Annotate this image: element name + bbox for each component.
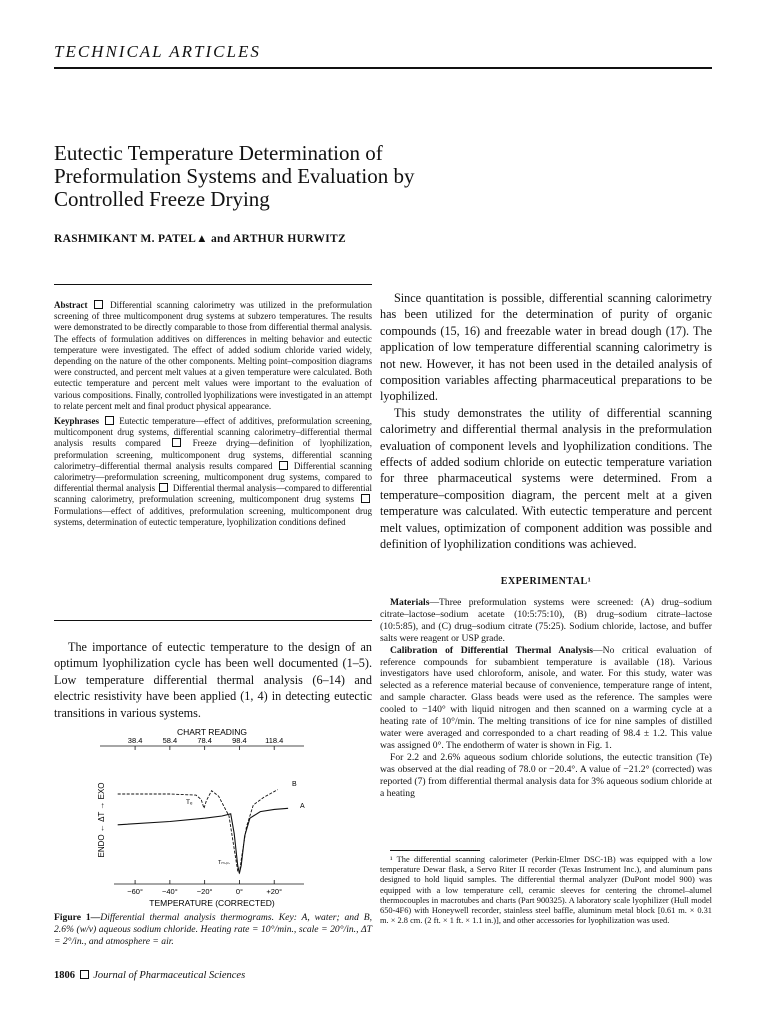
- figure-label: Figure 1—: [54, 912, 101, 923]
- footnote: ¹ The differential scanning calorimeter (Perkin-Elmer DSC-1B) was equipped with a low temperature Dewar flask, a Servo Riter II recorder (Texas Instrument Inc.), and aluminum pans designed to hold liquid samples. The differential thermal analyzer (DuPont model 900) was equipped with a low temperature cell, ceramic sleeves for centering the chromel–alumel thermocouples in macrotubes and charts (Part 900325). A laboratory scale lyophilizer (Hull model 650-4F6) with Honeywell recorder, stainless steel baffle, aluminum metal block [0.61 m. × 0.31 m. × 2.8 cm. (2 ft. × 1 ft. × 1.1 in.)], and other accessories for lyophilization was used.: [380, 855, 712, 926]
- experimental-heading: EXPERIMENTAL¹: [500, 576, 592, 587]
- keyphrase: Freeze drying—definition of lyophilization, preformulation screening, multicomponent drug systems, differential scanning calorimetry–differential thermal analysis results compared: [54, 438, 373, 471]
- box-icon: [94, 300, 103, 309]
- article-title: Eutectic Temperature Determination of Preformulation Systems and Evaluation by Controlled Freeze Drying: [54, 141, 415, 211]
- paragraph: This study demonstrates the utility of differential scanning calorimetry and differential thermal analysis in the preformulation evaluation of component levels and lyophilization conditions. The effects of added sodium chloride on eutectic temperature variation for three pharmaceutical systems were determined. From a temperature–composition diagram, the percent melt at a given temperature was calculated. With eutectic temperature and percent melt values, optimization of component addition was possible and definition of lyophilization conditions was achieved.: [380, 405, 712, 552]
- box-icon: [172, 438, 181, 447]
- footnote-rule: [390, 850, 480, 851]
- keyphrase: Formulations—effect of additives, preformulation screening, multicomponent drug systems, determination of eutectic temperature, lyophilization conditions defined: [54, 505, 372, 527]
- top-tick-label: 58.4: [162, 736, 178, 745]
- abstract-label: Abstract: [54, 300, 88, 310]
- calibration-lead: Calibration of Differential Thermal Analysis: [390, 644, 594, 656]
- materials-lead: Materials: [390, 597, 430, 608]
- intro-paragraph: The importance of eutectic temperature to the design of an optimum lyophilization cycle has been well documented (1–5). Low temperature differential thermal analysis (6–14) and electric resistivity have been applied (1, 4) in detecting eutectic transitions in various systems.: [54, 640, 372, 720]
- bottom-tick-label: −60°: [127, 887, 143, 896]
- series-a-line: [118, 808, 288, 873]
- top-tick-label: 118.4: [265, 736, 284, 745]
- keyphrase: Differential thermal analysis—compared to differential scanning calorimetry, preformulation screening, multicomponent drug systems: [54, 483, 372, 505]
- header-rule: [54, 67, 712, 69]
- bottom-tick-label: +20°: [266, 887, 283, 896]
- box-icon: [80, 970, 89, 979]
- bottom-tick-label: −20°: [196, 887, 213, 896]
- article-authors: RASHMIKANT M. PATEL▲ and ARTHUR HURWITZ: [54, 233, 346, 245]
- y-axis-label: ENDO ← ΔT → EXO: [97, 782, 106, 858]
- section-heading: TECHNICAL ARTICLES: [54, 42, 261, 61]
- calibration-text: —No critical evaluation of reference compounds for subambient temperature is available (18). Various investigators have used chloroform, anisole, and water. For this study, water was selected as a reference material because of convenience, temperature range of intent, and sample character. Glass beads were used as the reference. The samples were cooled to −140° with liquid nitrogen and then scanned on a warming cycle at a heating rate of 10°/min. The melting transitions of ice for nine samples of distilled water were averaged and corresponded to a chart reading of 98.4 ± 1.2. This value was assigned 0°. The endotherm of water is shown in Fig. 1.: [380, 644, 712, 751]
- x-axis-label: TEMPERATURE (CORRECTED): [149, 898, 275, 908]
- keyphrases-label: Keyphrases: [54, 416, 99, 427]
- box-icon: [361, 494, 370, 503]
- abstract-block: [54, 300, 372, 532]
- paragraph: Since quantitation is possible, differential scanning calorimetry has been utilized for the determination of purity of organic compounds (15, 16) and freezable water in bread dough (17). The application of low temperature differential scanning calorimetry is not new. However, it has not been used in the detailed analysis of composition variables affecting pharmaceutical preparations to be lyophilized.: [380, 291, 712, 404]
- page-footer: [54, 970, 245, 981]
- series-label-b: B: [292, 781, 297, 788]
- box-icon: [159, 483, 168, 492]
- experimental-text: [380, 597, 712, 799]
- figure-caption-text: Differential thermal analysis thermograms. Key: A, water; and B, 2.6% (w/v) aqueous sodium chloride. Heating rate = 10°/min., scale = 20°/in., ΔT = 2°/in., and atmosphere = air.: [54, 912, 372, 947]
- bottom-tick-label: −40°: [162, 887, 178, 896]
- box-icon: [279, 461, 288, 470]
- materials-text: —Three preformulation systems were screened: (A) drug–sodium citrate–lactose–sodium acetate (10:5:75:10), (B) drug–sodium citrate–lactose (10:5:85), and (C) drug–sodium citrate (75:25). Sodium chloride, lactose, and buffer salts were reagent or USP grade.: [380, 597, 712, 644]
- abstract-top-rule: [54, 284, 372, 285]
- abstract-bottom-rule: [54, 620, 372, 621]
- right-column-intro: [380, 290, 712, 553]
- figure-1-chart: [54, 724, 372, 908]
- journal-name: Journal of Pharmaceutical Sciences: [93, 970, 246, 981]
- bottom-tick-label: 0°: [235, 887, 244, 896]
- abstract-text: Differential scanning calorimetry was utilized in the preformulation screening of three multicomponent drug systems at subzero temperatures. The results were demonstrated to be directly comparable to those from differential thermal analysis. The effects of formulation additives on differences in melting behavior and eutectic temperature were investigated. The effect of added sodium chloride varied widely, depending on the nature of the other components. Melting point–composition diagrams were constructed, and percent melt values at a given temperature were calculated. Both eutectic temperature and percent melt values were important to the evaluation of various compositions. Finally, controlled lyophilizations were investigated in an attempt to relate percent melt and final product physical appearance.: [54, 300, 373, 411]
- top-tick-label: 98.4: [232, 736, 247, 745]
- te-annotation: Tₑ: [186, 799, 193, 806]
- paragraph: For 2.2 and 2.6% aqueous sodium chloride solutions, the eutectic transition (Te) was observed at the dial reading of 78.0 or −20.4°. A value of −21.2° (corrected) was reported (7) from differential thermal analysis data for 3% aqueous sodium chloride at a heating: [380, 751, 712, 799]
- top-tick-label: 78.4: [197, 736, 212, 745]
- box-icon: [105, 416, 114, 425]
- keyphrase: Differential scanning calorimetry—preformulation screening, multicomponent drug systems, compared to differential thermal analysis: [54, 460, 373, 494]
- tmp-annotation: Tₘ.ₚ.: [218, 860, 231, 866]
- series-label-a: A: [300, 803, 305, 810]
- page-number: 1806: [54, 970, 75, 981]
- top-tick-label: 38.4: [127, 736, 143, 745]
- series-b-line: [118, 790, 278, 874]
- top-axis-label: CHART READING: [176, 727, 248, 737]
- keyphrase: Eutectic temperature—effect of additives, preformulation screening, multicomponent drug systems, differential scanning calorimetry–differential thermal analysis results compared: [54, 416, 372, 449]
- figure-caption: [54, 912, 372, 948]
